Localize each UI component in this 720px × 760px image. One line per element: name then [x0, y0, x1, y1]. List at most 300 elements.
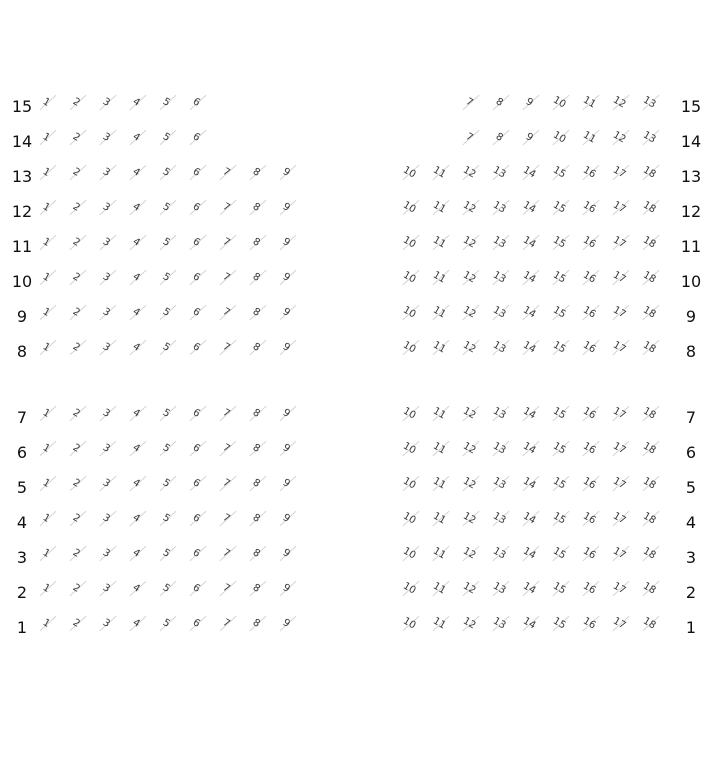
- seat-number: 18: [640, 304, 658, 321]
- seat[interactable]: [518, 338, 540, 358]
- seat[interactable]: [488, 303, 510, 323]
- seat[interactable]: [95, 404, 117, 424]
- seat[interactable]: [458, 614, 480, 634]
- seat[interactable]: [155, 579, 177, 599]
- seat[interactable]: [125, 198, 147, 218]
- seat[interactable]: [608, 268, 630, 288]
- seat[interactable]: [518, 163, 540, 183]
- seat[interactable]: [275, 404, 297, 424]
- seat[interactable]: [125, 614, 147, 634]
- seat[interactable]: [548, 509, 570, 529]
- seat-number: 9: [280, 582, 292, 595]
- seat[interactable]: [65, 509, 87, 529]
- seat-number: 4: [130, 131, 142, 144]
- seat[interactable]: [488, 163, 510, 183]
- seat[interactable]: [638, 198, 660, 218]
- seat[interactable]: [215, 303, 237, 323]
- seat[interactable]: [65, 474, 87, 494]
- seat-number: 2: [70, 582, 82, 595]
- seat[interactable]: [458, 474, 480, 494]
- seat[interactable]: [548, 544, 570, 564]
- seat[interactable]: [488, 338, 510, 358]
- seat[interactable]: [428, 439, 450, 459]
- seat[interactable]: [608, 128, 630, 148]
- seat[interactable]: [548, 93, 570, 113]
- seat-number: 8: [250, 341, 262, 354]
- seat[interactable]: [215, 268, 237, 288]
- seat[interactable]: [215, 509, 237, 529]
- seat[interactable]: [125, 268, 147, 288]
- seat[interactable]: [245, 509, 267, 529]
- seat[interactable]: [95, 233, 117, 253]
- seat[interactable]: [548, 128, 570, 148]
- seat[interactable]: [95, 163, 117, 183]
- seat[interactable]: [398, 198, 420, 218]
- seat[interactable]: [578, 268, 600, 288]
- seat[interactable]: [458, 509, 480, 529]
- seat[interactable]: [518, 544, 540, 564]
- seat[interactable]: [548, 338, 570, 358]
- seat[interactable]: [638, 303, 660, 323]
- seat[interactable]: [458, 404, 480, 424]
- seat[interactable]: [35, 509, 57, 529]
- seat[interactable]: [65, 163, 87, 183]
- seat[interactable]: [578, 338, 600, 358]
- seat[interactable]: [155, 128, 177, 148]
- seat-number: 10: [400, 545, 418, 562]
- seat[interactable]: [578, 198, 600, 218]
- seat[interactable]: [458, 93, 480, 113]
- seat[interactable]: [458, 338, 480, 358]
- seat-number: 8: [250, 201, 262, 214]
- seat[interactable]: [578, 233, 600, 253]
- seat-number: 15: [550, 545, 568, 562]
- seat[interactable]: [125, 303, 147, 323]
- seat[interactable]: [275, 509, 297, 529]
- seat[interactable]: [638, 474, 660, 494]
- seat[interactable]: [398, 509, 420, 529]
- seat[interactable]: [95, 93, 117, 113]
- seat[interactable]: [155, 163, 177, 183]
- seat-number: 9: [523, 96, 535, 109]
- seat-number: 14: [520, 405, 538, 422]
- seat[interactable]: [35, 404, 57, 424]
- seat[interactable]: [398, 233, 420, 253]
- row-label: 10: [680, 272, 702, 291]
- seat[interactable]: [398, 439, 420, 459]
- seat-number: 3: [100, 341, 112, 354]
- seat[interactable]: [578, 404, 600, 424]
- seat[interactable]: [518, 93, 540, 113]
- seat[interactable]: [245, 614, 267, 634]
- seat[interactable]: [638, 614, 660, 634]
- seat[interactable]: [638, 338, 660, 358]
- seat[interactable]: [95, 579, 117, 599]
- seat[interactable]: [155, 614, 177, 634]
- seat[interactable]: [95, 544, 117, 564]
- seat[interactable]: [488, 198, 510, 218]
- seat[interactable]: [398, 163, 420, 183]
- seat[interactable]: [518, 509, 540, 529]
- seat[interactable]: [578, 614, 600, 634]
- seat[interactable]: [65, 338, 87, 358]
- seat[interactable]: [518, 128, 540, 148]
- seat[interactable]: [155, 303, 177, 323]
- seat[interactable]: [35, 579, 57, 599]
- seat[interactable]: [518, 404, 540, 424]
- seat[interactable]: [125, 128, 147, 148]
- seat[interactable]: [155, 474, 177, 494]
- seat[interactable]: [245, 404, 267, 424]
- seat[interactable]: [638, 509, 660, 529]
- seat[interactable]: [65, 579, 87, 599]
- seat[interactable]: [488, 404, 510, 424]
- seat[interactable]: [125, 233, 147, 253]
- seat[interactable]: [548, 198, 570, 218]
- seat[interactable]: [155, 544, 177, 564]
- seat[interactable]: [428, 163, 450, 183]
- seat[interactable]: [488, 233, 510, 253]
- seat[interactable]: [215, 439, 237, 459]
- seat[interactable]: [65, 198, 87, 218]
- seat[interactable]: [488, 439, 510, 459]
- seat[interactable]: [608, 233, 630, 253]
- seat[interactable]: [275, 474, 297, 494]
- seat[interactable]: [185, 579, 207, 599]
- seat[interactable]: [185, 93, 207, 113]
- seat[interactable]: [428, 338, 450, 358]
- seat[interactable]: [245, 198, 267, 218]
- seat[interactable]: [458, 579, 480, 599]
- seat[interactable]: [518, 233, 540, 253]
- seat[interactable]: [185, 439, 207, 459]
- seat[interactable]: [428, 579, 450, 599]
- seat[interactable]: [458, 439, 480, 459]
- seat[interactable]: [458, 544, 480, 564]
- seat[interactable]: [638, 163, 660, 183]
- seat[interactable]: [548, 233, 570, 253]
- seat-number: 5: [160, 271, 172, 284]
- seat[interactable]: [125, 404, 147, 424]
- seat[interactable]: [488, 128, 510, 148]
- seat[interactable]: [518, 303, 540, 323]
- seat[interactable]: [488, 614, 510, 634]
- seat[interactable]: [245, 439, 267, 459]
- seat[interactable]: [215, 404, 237, 424]
- seat-number: 9: [280, 271, 292, 284]
- seat[interactable]: [95, 268, 117, 288]
- seat[interactable]: [608, 544, 630, 564]
- seat[interactable]: [608, 338, 630, 358]
- seat[interactable]: [245, 163, 267, 183]
- seat[interactable]: [245, 544, 267, 564]
- seat[interactable]: [185, 404, 207, 424]
- seat-number: 16: [580, 164, 598, 181]
- seat[interactable]: [518, 614, 540, 634]
- seat[interactable]: [428, 233, 450, 253]
- seat[interactable]: [215, 338, 237, 358]
- seat[interactable]: [638, 128, 660, 148]
- seat[interactable]: [518, 198, 540, 218]
- seat[interactable]: [548, 474, 570, 494]
- seat[interactable]: [125, 579, 147, 599]
- seat[interactable]: [65, 128, 87, 148]
- seat[interactable]: [155, 233, 177, 253]
- seat-number: 10: [400, 615, 418, 632]
- seat[interactable]: [155, 404, 177, 424]
- seat[interactable]: [35, 233, 57, 253]
- seat[interactable]: [95, 474, 117, 494]
- seat[interactable]: [65, 439, 87, 459]
- seat[interactable]: [215, 579, 237, 599]
- seat[interactable]: [548, 579, 570, 599]
- seat[interactable]: [95, 509, 117, 529]
- seat[interactable]: [428, 544, 450, 564]
- seat[interactable]: [185, 128, 207, 148]
- seat[interactable]: [185, 198, 207, 218]
- seat[interactable]: [428, 303, 450, 323]
- seat[interactable]: [578, 579, 600, 599]
- seat[interactable]: [398, 579, 420, 599]
- seat[interactable]: [428, 509, 450, 529]
- seat[interactable]: [185, 163, 207, 183]
- seat[interactable]: [275, 338, 297, 358]
- seat[interactable]: [185, 614, 207, 634]
- seat[interactable]: [608, 163, 630, 183]
- seat-number: 3: [100, 131, 112, 144]
- row-label: 1: [685, 618, 697, 637]
- seat-number: 18: [640, 234, 658, 251]
- seat[interactable]: [428, 404, 450, 424]
- seat[interactable]: [608, 439, 630, 459]
- seat[interactable]: [185, 303, 207, 323]
- seat[interactable]: [548, 614, 570, 634]
- seat[interactable]: [608, 474, 630, 494]
- seat[interactable]: [488, 509, 510, 529]
- seat[interactable]: [35, 163, 57, 183]
- seat[interactable]: [428, 614, 450, 634]
- seat-number: 16: [580, 440, 598, 457]
- seat[interactable]: [35, 198, 57, 218]
- seat[interactable]: [125, 544, 147, 564]
- seat-number: 14: [520, 269, 538, 286]
- seat[interactable]: [95, 338, 117, 358]
- seat[interactable]: [608, 404, 630, 424]
- seat-number: 14: [520, 234, 538, 251]
- seat-number: 5: [160, 306, 172, 319]
- seat[interactable]: [65, 614, 87, 634]
- seat[interactable]: [518, 474, 540, 494]
- seat[interactable]: [35, 128, 57, 148]
- seat-number: 12: [460, 545, 478, 562]
- seat[interactable]: [638, 233, 660, 253]
- seat-number: 4: [130, 512, 142, 525]
- seat[interactable]: [578, 163, 600, 183]
- seat[interactable]: [488, 579, 510, 599]
- row-label: 13: [680, 167, 702, 186]
- seat-number: 12: [460, 164, 478, 181]
- seat[interactable]: [95, 439, 117, 459]
- seat[interactable]: [398, 268, 420, 288]
- seat[interactable]: [95, 128, 117, 148]
- seat[interactable]: [608, 93, 630, 113]
- seat[interactable]: [458, 128, 480, 148]
- seat[interactable]: [608, 614, 630, 634]
- seat[interactable]: [398, 338, 420, 358]
- seat[interactable]: [245, 303, 267, 323]
- seat[interactable]: [245, 579, 267, 599]
- seat[interactable]: [398, 303, 420, 323]
- seat[interactable]: [185, 474, 207, 494]
- seat[interactable]: [35, 439, 57, 459]
- seat[interactable]: [428, 474, 450, 494]
- seat[interactable]: [185, 233, 207, 253]
- row-label: 11: [11, 237, 33, 256]
- seat[interactable]: [578, 93, 600, 113]
- seat-number: 13: [490, 440, 508, 457]
- seat[interactable]: [608, 579, 630, 599]
- seat-number: 3: [100, 236, 112, 249]
- seat[interactable]: [578, 303, 600, 323]
- seat[interactable]: [125, 474, 147, 494]
- seat[interactable]: [125, 93, 147, 113]
- seat[interactable]: [548, 268, 570, 288]
- seat[interactable]: [548, 404, 570, 424]
- seat[interactable]: [245, 268, 267, 288]
- seat[interactable]: [428, 198, 450, 218]
- seat[interactable]: [638, 268, 660, 288]
- seat[interactable]: [458, 233, 480, 253]
- seat[interactable]: [125, 338, 147, 358]
- seat[interactable]: [488, 474, 510, 494]
- seat[interactable]: [488, 544, 510, 564]
- seat[interactable]: [275, 268, 297, 288]
- seat[interactable]: [548, 303, 570, 323]
- row-label: 6: [685, 443, 697, 462]
- seat[interactable]: [578, 509, 600, 529]
- seat[interactable]: [275, 163, 297, 183]
- seat[interactable]: [275, 579, 297, 599]
- seat[interactable]: [578, 474, 600, 494]
- seat[interactable]: [245, 233, 267, 253]
- seat[interactable]: [608, 303, 630, 323]
- seat[interactable]: [245, 338, 267, 358]
- seat[interactable]: [275, 439, 297, 459]
- seat[interactable]: [155, 93, 177, 113]
- seat[interactable]: [185, 268, 207, 288]
- seat[interactable]: [398, 474, 420, 494]
- seat[interactable]: [185, 544, 207, 564]
- seat[interactable]: [95, 614, 117, 634]
- seat[interactable]: [398, 544, 420, 564]
- seat[interactable]: [608, 198, 630, 218]
- seat[interactable]: [428, 268, 450, 288]
- seat-number: 7: [220, 306, 232, 319]
- seat[interactable]: [35, 303, 57, 323]
- seat[interactable]: [215, 163, 237, 183]
- seat[interactable]: [488, 93, 510, 113]
- seat[interactable]: [65, 93, 87, 113]
- row-label: 13: [11, 167, 33, 186]
- seat[interactable]: [638, 439, 660, 459]
- seat[interactable]: [518, 268, 540, 288]
- seat[interactable]: [275, 544, 297, 564]
- seat[interactable]: [215, 198, 237, 218]
- seat[interactable]: [638, 544, 660, 564]
- seat[interactable]: [638, 404, 660, 424]
- seat[interactable]: [488, 268, 510, 288]
- seat[interactable]: [245, 474, 267, 494]
- seat[interactable]: [35, 93, 57, 113]
- seat-number: 5: [160, 582, 172, 595]
- seat[interactable]: [215, 544, 237, 564]
- seat-number: 7: [220, 477, 232, 490]
- seat[interactable]: [35, 268, 57, 288]
- seat[interactable]: [185, 509, 207, 529]
- seat[interactable]: [35, 614, 57, 634]
- seat-number: 17: [610, 164, 628, 181]
- seat[interactable]: [35, 338, 57, 358]
- seat[interactable]: [155, 268, 177, 288]
- seat[interactable]: [155, 338, 177, 358]
- seat[interactable]: [65, 404, 87, 424]
- seat[interactable]: [155, 198, 177, 218]
- seat-number: 13: [490, 545, 508, 562]
- seat[interactable]: [458, 163, 480, 183]
- seat-number: 3: [100, 512, 112, 525]
- seat[interactable]: [35, 474, 57, 494]
- seat[interactable]: [548, 439, 570, 459]
- seat[interactable]: [215, 474, 237, 494]
- seat[interactable]: [215, 614, 237, 634]
- seat[interactable]: [95, 303, 117, 323]
- seat[interactable]: [578, 128, 600, 148]
- seat[interactable]: [125, 509, 147, 529]
- seat[interactable]: [275, 303, 297, 323]
- seat[interactable]: [65, 544, 87, 564]
- row-label: 2: [685, 583, 697, 602]
- seat[interactable]: [578, 544, 600, 564]
- seat[interactable]: [155, 509, 177, 529]
- seat[interactable]: [518, 439, 540, 459]
- seat[interactable]: [638, 93, 660, 113]
- seat[interactable]: [458, 303, 480, 323]
- seat[interactable]: [185, 338, 207, 358]
- seat[interactable]: [548, 163, 570, 183]
- seat[interactable]: [65, 233, 87, 253]
- seat[interactable]: [95, 198, 117, 218]
- seat[interactable]: [578, 439, 600, 459]
- seat[interactable]: [35, 544, 57, 564]
- seat[interactable]: [398, 614, 420, 634]
- seat[interactable]: [608, 509, 630, 529]
- seat-number: 7: [220, 442, 232, 455]
- seat[interactable]: [638, 579, 660, 599]
- seat[interactable]: [458, 268, 480, 288]
- seat[interactable]: [275, 198, 297, 218]
- seat[interactable]: [215, 233, 237, 253]
- seat[interactable]: [458, 198, 480, 218]
- seat[interactable]: [65, 303, 87, 323]
- seat[interactable]: [518, 579, 540, 599]
- seat[interactable]: [275, 233, 297, 253]
- seat[interactable]: [65, 268, 87, 288]
- seat[interactable]: [398, 404, 420, 424]
- seat[interactable]: [125, 439, 147, 459]
- seat[interactable]: [155, 439, 177, 459]
- seat[interactable]: [125, 163, 147, 183]
- seat[interactable]: [275, 614, 297, 634]
